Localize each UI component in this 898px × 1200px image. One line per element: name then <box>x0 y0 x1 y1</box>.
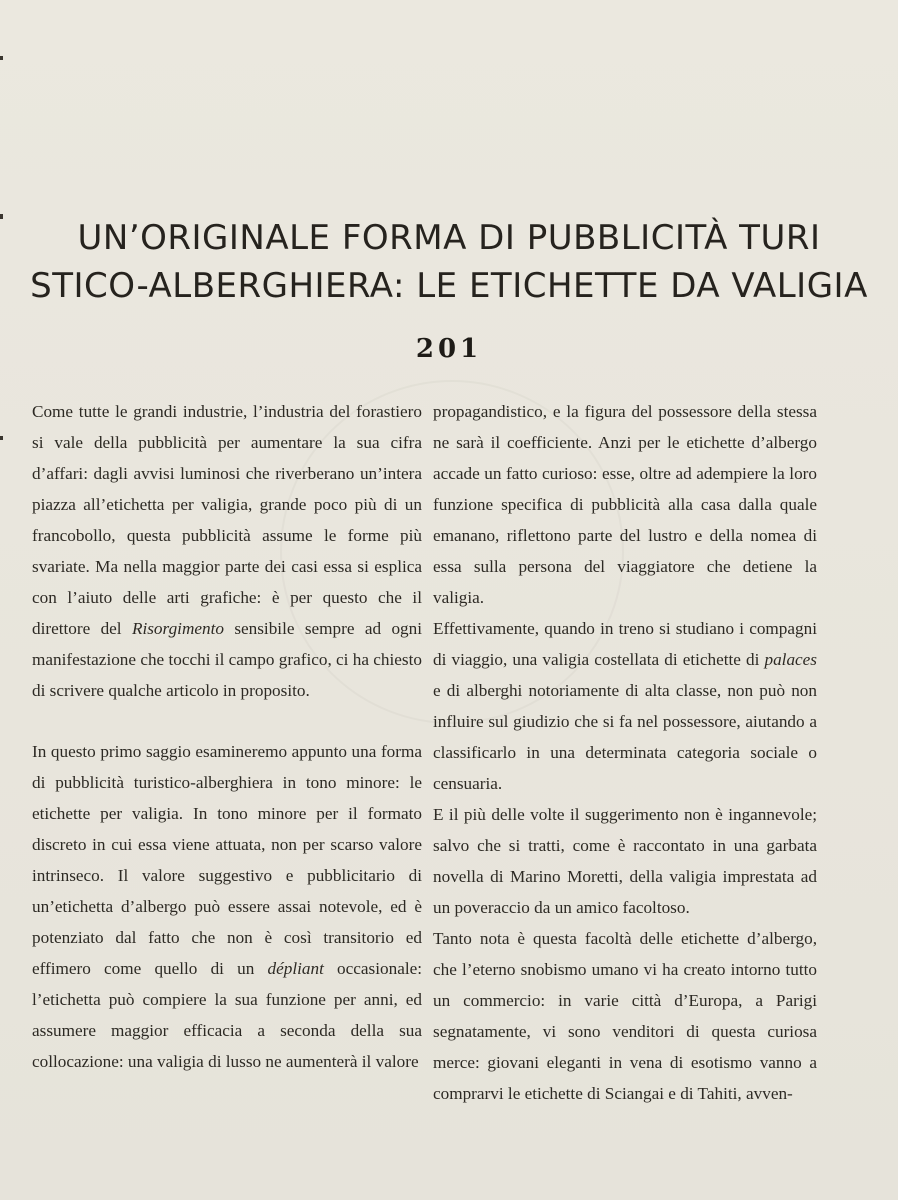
article-title <box>0 214 898 310</box>
left-column <box>32 396 422 1077</box>
italic-term: dépliant <box>267 959 324 978</box>
italic-term: palaces <box>764 650 817 669</box>
title-line-2: STICO-ALBERGHIERA: LE ETICHETTE DA VALIGIA <box>30 266 868 306</box>
left-edge-mark <box>0 436 3 440</box>
title-line-1: UN’ORIGINALE FORMA DI PUBBLICITÀ TURI <box>77 218 821 258</box>
paragraph: Effettivamente, quando in treno si studiano i compagni di viaggio, una valigia costellata di etichette di palaces e di alberghi notoriamente di alta classe, non può non influire sul giudizio che si fa nel possessore, aiutando a classificarlo in una determinata categoria sociale o censuaria. <box>433 619 817 793</box>
paragraph: propagandistico, e la figura del possessore della stessa ne sarà il coefficiente. Anzi per le etichette d’albergo accade un fatto curioso: esse, oltre ad adempiere la loro funzione specifica di pubblicità alla casa dalla quale emanano, riflettono parte del lustro e della nomea di essa sulla persona del viaggiatore che detiene la valigia. <box>433 402 817 607</box>
left-edge-mark <box>0 56 3 60</box>
paragraph: Tanto nota è questa facoltà delle etichette d’albergo, che l’eterno snobismo umano vi ha creato intorno tutto un commercio: in varie città d’Europa, a Parigi segnatamente, vi sono venditori di questa curiosa merce: giovani eleganti in vena di esotismo vanno a comprarvi le etichette di Sciangai e di Tahiti, avven- <box>433 929 817 1103</box>
paragraph: E il più delle volte il suggerimento non è ingannevole; salvo che si tratti, come è raccontato in una garbata novella di Marino Moretti, della valigia imprestata ad un poveraccio da un amico facoltoso. <box>433 805 817 917</box>
right-column <box>433 396 817 1109</box>
paragraph: In questo primo saggio esamineremo appunto una forma di pubblicità turistico-alberghiera in tono minore: le etichette per valigia. In tono minore per il formato discreto in cui essa viene attuata, non per scarso valore intrinseco. Il valore suggestivo e pubblicitario di un’etichetta d’albergo può essere assai notevole, ed è potenziato dal fatto che non è così transitorio ed effimero come quello di un dépliant occasionale: l’etichetta può compiere la sua funzione per anni, ed assumere maggior efficacia a seconda della sua collocazione: una valigia di lusso ne aumenterà il valore <box>32 742 422 1071</box>
italic-term: Risorgimento <box>131 619 224 638</box>
paragraph: Come tutte le grandi industrie, l’industria del forastiero si vale della pubblicità per aumentare la sua cifra d’affari: dagli avvisi luminosi che riverberano un’intera piazza all’etichetta per valigia, grande poco più di un francobollo, questa pubblicità assume le forme più svariate. Ma nella maggior parte dei casi essa si esplica con l’aiuto delle arti grafiche: è per questo che il direttore del Risorgimento sensibile sempre ad ogni manifestazione che tocchi il campo grafico, ci ha chiesto di scrivere qualche articolo in proposito. <box>32 402 423 700</box>
page-number: 201 <box>415 334 483 364</box>
